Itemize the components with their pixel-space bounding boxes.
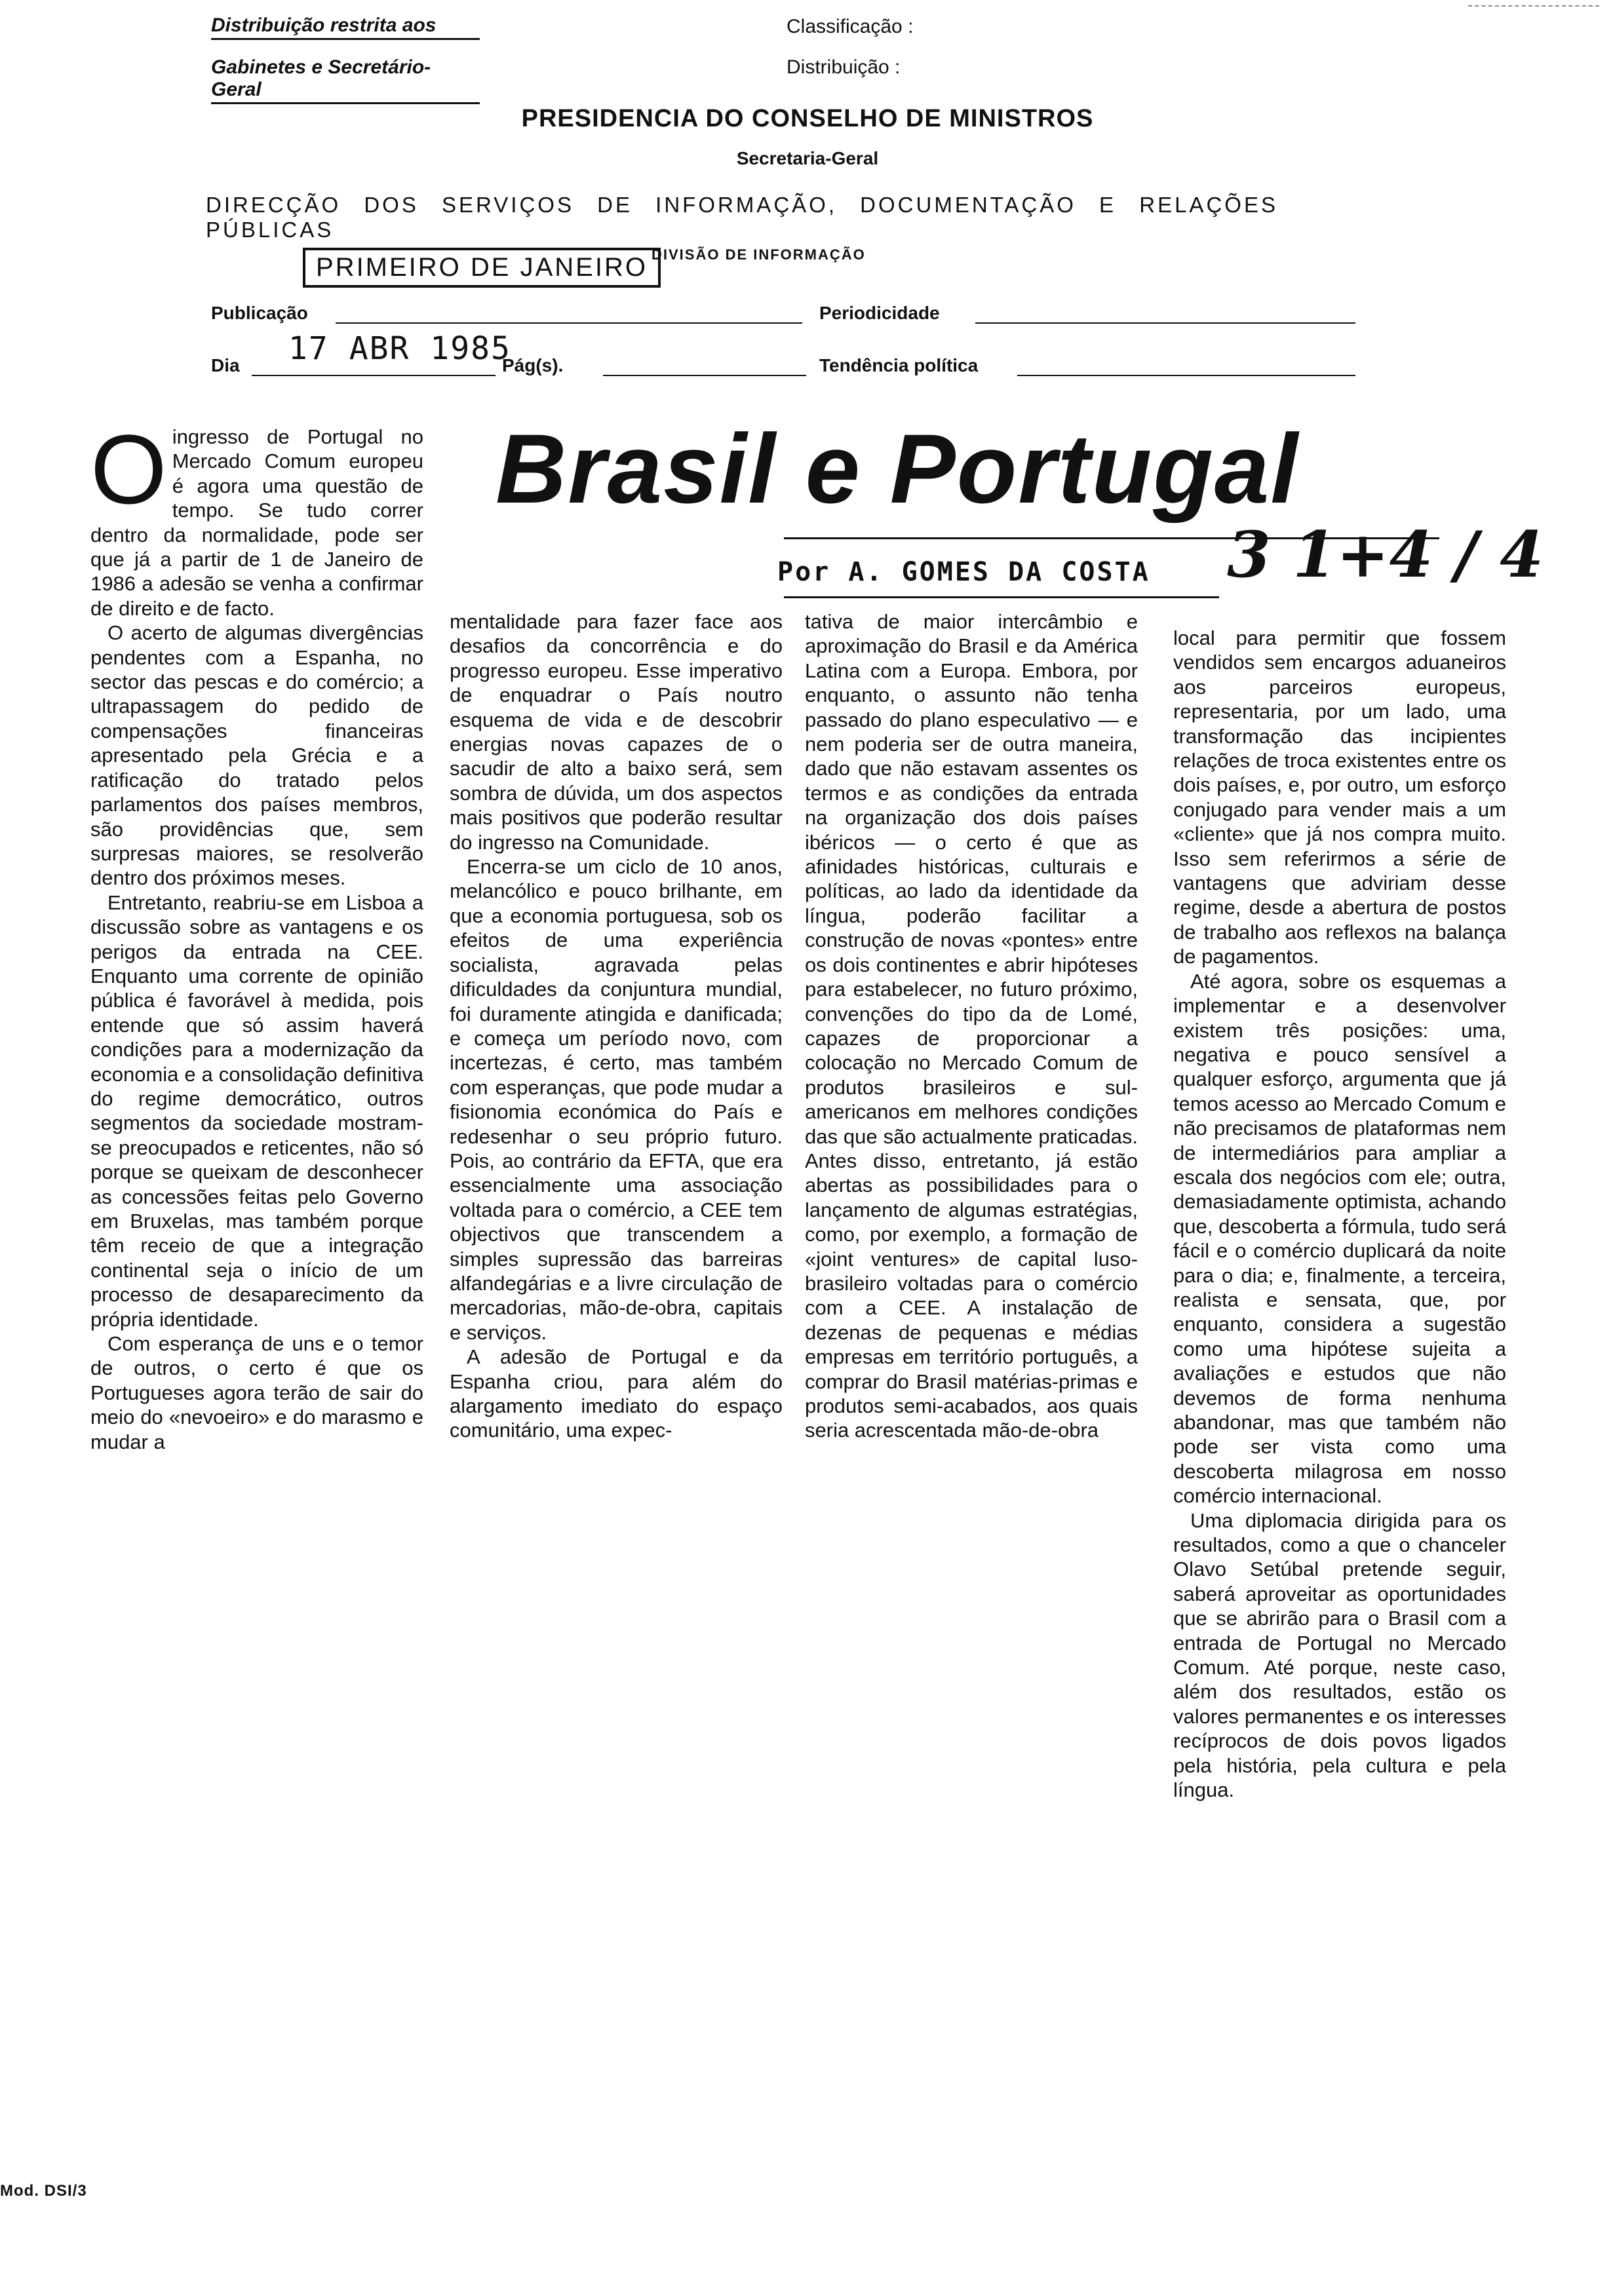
secretariat-title: Secretaria-Geral <box>736 148 879 168</box>
form-code: Mod. DSI/3 <box>0 2182 87 2200</box>
publication-label: Publicação <box>211 303 308 323</box>
political-trend-label: Tendência política <box>819 355 979 375</box>
article-column-2 <box>450 609 783 1443</box>
paragraph: Encerra-se um ciclo de 10 anos, melancólico e pouco brilhante, em que a economia portuguesa, sob os efeitos de uma experiência socialista, agravada pelas dificuldades da conjuntura mundial, foi duramente atingida e danificada; e começa um período novo, com incertezas, é certo, mas também com esperanças, que pode mudar a fisionomia económica do País e redesenhar o seu próprio futuro. Pois, ao contrário da EFTA, que era essencialmente uma associação voltada para o comércio, a CEE tem objectivos que transcendem a simples supressão das barreiras alfandegárias e a livre circulação de mercadorias, mão-de-obra, capitais e serviços. <box>450 855 783 1344</box>
distribution-label: Distribuição : <box>787 56 901 78</box>
paragraph: Entretanto, reabriu-se em Lisboa a discussão sobre as vantagens e os perigos da entrada na CEE. Enquanto uma corrente de opinião pública é favorável à medida, pois entende que só assim haverá condições para a modernização da economia e a consolidação definitiva do regime democrático, outros segmentos da sociedade mostram-se preocupados e reticentes, não só porque se queixam de desconhecer as concessões feitas pelo Governo em Bruxelas, mas também porque têm receio de que a integração continental seja o início de um processo de desaparecimento da própria identidade. <box>90 890 423 1331</box>
headline: Brasil e Portugal <box>496 413 1300 524</box>
pages-line <box>603 354 806 376</box>
article-column-3 <box>805 609 1138 1443</box>
pages-label: Pág(s). <box>502 355 564 375</box>
article-column-1 <box>90 414 423 1454</box>
classification-label: Classificação : <box>787 16 914 37</box>
paragraph: ingresso de Portugal no Mercado Comum europeu é agora uma questão de tempo. Se tudo correr dentro da normalidade, pode ser que já a partir de 1 de Janeiro de 1986 a adesão se venha a confirmar de direito e de facto. <box>90 425 423 620</box>
paragraph: Até agora, sobre os esquemas a implementar e a desenvolver existem três posições: uma, negativa e pouco sensível a qualquer esforço, argumenta que já temos acesso ao Mercado Comum e não precisamos de plataformas nem de intermediários para ampliar a escala dos negócios com ele; outra, demasiadamente optimista, achando que, descoberta a fórmula, tudo será fácil e o comércio duplicará da noite para o dia; e, finalmente, a terceira, realista e sensata, que, por enquanto, considera a sugestão como uma hipótese sujeita a avaliações e estudos que não devemos de forma nenhuma abandonar, mas que também não pode ser vista como uma descoberta milagrosa em nosso comércio internacional. <box>1173 969 1506 1508</box>
distribution-note-2: Gabinetes e Secretário-Geral <box>211 56 480 104</box>
handwritten-reference: 3 1+4 / 4 <box>1227 518 1544 592</box>
article-column-4 <box>1173 626 1506 1803</box>
paragraph: local para permitir que fossem vendidos sem encargos aduaneiros aos parceiros europeus, representaria, por um lado, uma transformação das incipientes relações de troca existentes entre os dois países, e, por outro, um esforço conjugado para vender mais a um «cliente» que já nos compra muito. Isso sem referirmos a série de vantagens que adviriam desse regime, desde a abertura de postos de trabalho aos reflexos na balança de pagamentos. <box>1173 626 1506 968</box>
day-label: Dia <box>211 355 240 375</box>
paragraph: Com esperança de uns e o temor de outros, o certo é que os Portugueses agora terão de sair do meio do «nevoeiro» e do marasmo e mudar a <box>90 1332 423 1453</box>
paragraph: A adesão de Portugal e da Espanha criou, para além do alargamento imediato do espaço comunitário, uma expec- <box>450 1345 783 1442</box>
political-trend-line <box>1017 354 1355 376</box>
periodicity-line <box>975 301 1355 324</box>
corner-mark <box>1468 5 1599 7</box>
periodicity-label: Periodicidade <box>819 303 940 323</box>
distribution-note-1: Distribuição restrita aos <box>211 14 480 40</box>
byline: Por A. GOMES DA COSTA <box>777 557 1150 587</box>
institution-title: PRESIDENCIA DO CONSELHO DE MINISTROS <box>521 105 1094 132</box>
paragraph: tativa de maior intercâmbio e aproximação do Brasil e da América Latina com a Europa. Embora, por enquanto, o assunto não tenha passado do plano especulativo — e nem poderia ser de outra maneira, dado que não estavam assentes os termos e as condições da entrada na organização dos dois países ibéricos — o certo é que as afinidades históricas, culturais e políticas, ao lado da identidade da língua, poderão facilitar a construção de novas «pontes» entre os dois continentes e abrir hipóteses para estabelecer, no futuro próximo, convenções do tipo da de Lomé, capazes de proporcionar a colocação no Mercado Comum de produtos brasileiros e sul-americanos em melhores condições das que são actualmente praticadas. Antes disso, entretanto, já estão abertas as possibilidades para o lançamento de algumas estratégias, como, por exemplo, a formação de «joint ventures» de capital luso-brasileiro voltadas para o comércio com a CEE. A instalação de dezenas de pequenas e médias empresas em território português, a comprar do Brasil matérias-primas e produtos semi-acabados, aos quais seria acrescentada mão-de-obra <box>805 610 1138 1442</box>
directorate-title: DIRECÇÃO DOS SERVIÇOS DE INFORMAÇÃO, DOCUMENTAÇÃO E RELAÇÕES PÚBLICAS <box>206 193 1278 242</box>
byline-rule-bottom <box>784 596 1219 598</box>
division-label: DIVISÃO DE INFORMAÇÃO <box>652 246 866 263</box>
paragraph: Uma diplomacia dirigida para os resultados, como a que o chanceler Olavo Setúbal pretende seguir, saberá aproveitar as oportunidades que se abrirão para o Brasil com a entrada de Portugal no Mercado Comum. Até porque, neste caso, além dos resultados, estão os valores permanentes e os interesses recíprocos de dois povos ligados pela história, pela cultura e pela língua. <box>1173 1508 1506 1802</box>
publication-line <box>336 301 802 324</box>
paragraph: mentalidade para fazer face aos desafios da concorrência e do progresso europeu. Esse imperativo de enquadrar o País noutro esquema de vida e de descobrir energias novas capazes de o sacudir de alto a baixo será, sem sombra de dúvida, um dos aspectos mais positivos que poderão resultar do ingresso na Comunidade. <box>450 610 783 854</box>
publication-stamp: PRIMEIRO DE JANEIRO <box>303 248 661 288</box>
date-value: 17 ABR 1985 <box>288 330 511 367</box>
paragraph: O acerto de algumas divergências pendentes com a Espanha, no sector das pescas e do comércio; a ultrapassagem do pedido de compensações financeiras apresentado pela Grécia e a ratificação do tratado pelos parlamentos dos países membros, são providências que, sem surpresas maiores, se resolverão dentro dos próximos meses. <box>90 621 423 890</box>
drop-cap: O <box>90 414 167 524</box>
